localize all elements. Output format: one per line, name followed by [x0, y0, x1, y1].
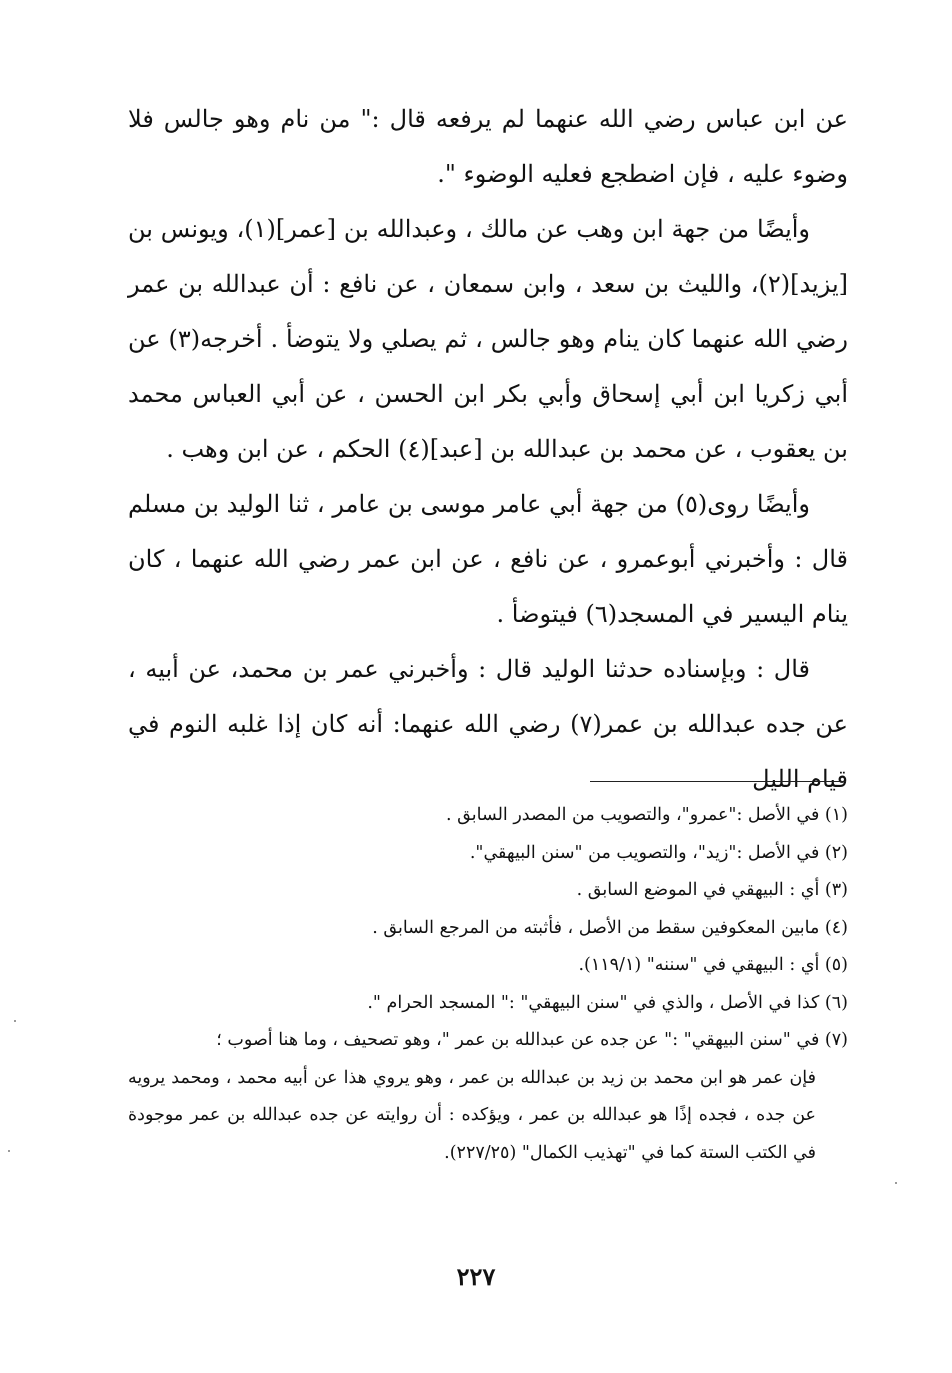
paragraph-4: قال : وبإسناده حدثنا الوليد قال : وأخبرني عمر بن محمد، عن أبيه ، عن جده عبدالله بن عمر(٧) رضي الله عنهما: أنه كان إذا غلبه النوم في قيام الليل: [128, 655, 848, 793]
paragraph-2: وأيضًا من جهة ابن وهب عن مالك ، وعبدالله بن [عمر](١)، ويونس بن [يزيد](٢)، والليث بن سعد ، وابن سمعان ، عن نافع : أن عبدالله بن عمر رضي الله عنهما كان ينام وهو جالس ، ثم يصلي ولا يتوضأ . أخرجه(٣) عن أبي زكريا ابن أبي إسحاق وأبي بكر ابن الحسن ، عن أبي العباس محمد بن يعقوب ، عن محمد بن عبدالله بن [عبد](٤) الحكم ، عن ابن وهب .: [128, 215, 849, 463]
paragraph-3: وأيضًا روى(٥) من جهة أبي عامر موسى بن عامر ، ثنا الوليد بن مسلم قال : وأخبرني أبوعمرو ، عن نافع ، عن ابن عمر رضي الله عنهما ، كان ينام اليسير في المسجد(٦) فيتوضأ .: [128, 490, 848, 628]
scan-speck: [895, 1182, 897, 1184]
page-number: ٢٢٧: [456, 1262, 496, 1291]
footnotes: [128, 797, 848, 1172]
footnote-7-continuation: فإن عمر هو ابن محمد بن زيد بن عبدالله بن عمر ، وهو يروي هذا عن أبيه محمد ، ومحمد يرويه عن جده ، فجده إذًا هو عبدالله بن عمر ، ويؤكده : أن روايته عن جده عبدالله بن عمر موجودة في الكتب الستة كما في "تهذيب الكمال" (٢٢٧/٢٥).: [128, 1067, 816, 1163]
footnote-1: (١) في الأصل :"عمرو"، والتصويب من المصدر السابق .: [446, 805, 848, 825]
footnote-6: (٦) كذا في الأصل ، والذي في "سنن البيهقي" :" المسجد الحرام ".: [367, 992, 848, 1013]
footnote-7: (٧) في "سنن البيهقي" :" عن جده عن عبدالله بن عمر "، وهو تصحيف ، وما هنا أصوب ؛: [216, 1030, 848, 1050]
footnote-2: (٢) في الأصل :"زيد"، والتصويب من "سنن البيهقي".: [469, 842, 848, 863]
scan-speck: [14, 1020, 16, 1022]
footnote-3: (٣) أي : البيهقي في الموضع السابق .: [576, 880, 848, 900]
scan-speck: [8, 1150, 10, 1152]
main-text: [128, 92, 848, 807]
footnote-separator: [590, 781, 846, 782]
footnote-4: (٤) مابين المعكوفين سقط من الأصل ، فأثبته من المرجع السابق .: [372, 917, 848, 938]
footnote-5: (٥) أي : البيهقي في "سننه" (١١٩/١).: [578, 955, 848, 975]
paragraph-1: عن ابن عباس رضي الله عنهما لم يرفعه قال :" من نام وهو جالس فلا وضوء عليه ، فإن اضطجع فعليه الوضوء ".: [128, 105, 848, 188]
